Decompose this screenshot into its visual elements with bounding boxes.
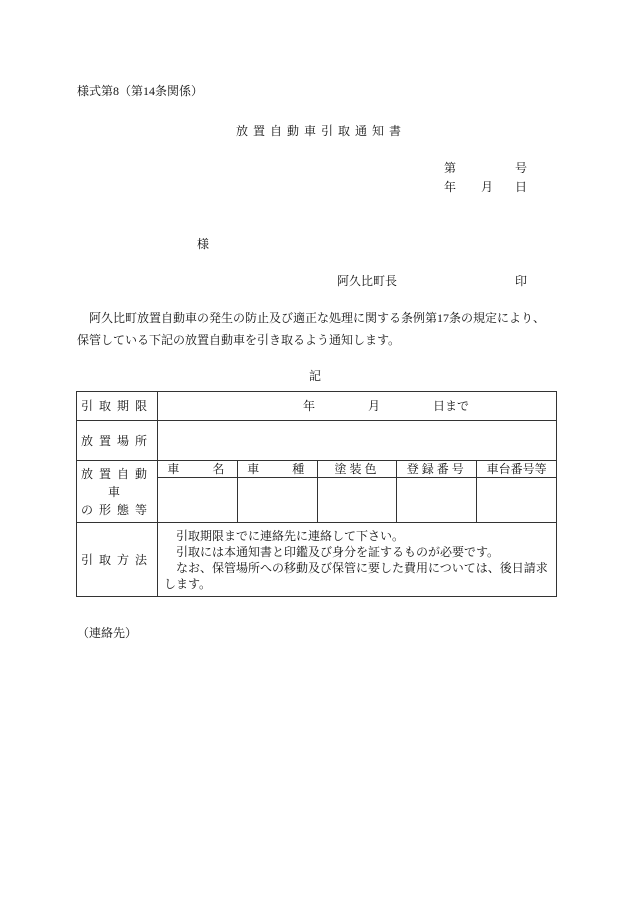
- vehicle-name-cell: [158, 478, 238, 523]
- method-line: 引取期限までに連絡先に連絡して下さい。: [176, 528, 405, 543]
- date-day: 日: [515, 180, 528, 194]
- col-registration-number: 登録番号: [397, 461, 477, 478]
- chassis-number-cell: [477, 478, 557, 523]
- location-value: [158, 421, 557, 461]
- ki-heading: 記: [309, 369, 322, 383]
- vehicle-type-cell: [237, 478, 317, 523]
- number-suffix: 号: [515, 161, 528, 175]
- method-line: 引取には本通知書と印鑑及び身分を証するものが必要です。: [176, 544, 500, 559]
- deadline-year: 年: [303, 399, 316, 413]
- form-reference: 様式第8（第14条関係）: [77, 84, 204, 98]
- col-paint-color: 塗装色: [317, 461, 397, 478]
- vehicle-label: [77, 461, 158, 523]
- date-month: 月: [481, 180, 494, 194]
- deadline-month: 月: [368, 399, 381, 413]
- number-prefix: 第: [444, 161, 457, 175]
- notice-table: [76, 391, 557, 597]
- location-label: 放置場所: [77, 421, 158, 461]
- issuer: 阿久比町長: [337, 274, 398, 288]
- contact-label: （連絡先）: [77, 626, 138, 640]
- seal-mark: 印: [515, 274, 528, 288]
- deadline-label: 引取期限: [77, 392, 158, 421]
- deadline-value: [158, 392, 557, 421]
- method-line: なお、保管場所への移動及び保管に要した費用については、後日請求します。: [164, 560, 548, 591]
- col-vehicle-name: 車 名: [158, 461, 238, 478]
- vehicle-label-line-1: 放置自動車: [80, 466, 153, 499]
- method-label: 引取方法: [77, 523, 158, 597]
- registration-number-cell: [397, 478, 477, 523]
- body-text: 阿久比町放置自動車の発生の防止及び適正な処理に関する条例第17条の規定により、保管している下記の放置自動車を引き取るよう通知します。: [77, 311, 546, 347]
- document-title: 放置自動車引取通知書: [236, 124, 407, 138]
- paint-color-cell: [317, 478, 397, 523]
- method-text: [158, 523, 557, 597]
- vehicle-label-line-2: の形態等: [80, 502, 153, 517]
- col-chassis-number: 車台番号等: [477, 461, 557, 478]
- addressee-suffix: 様: [197, 237, 210, 251]
- date-year: 年: [444, 180, 457, 194]
- col-vehicle-type: 車 種: [237, 461, 317, 478]
- deadline-day: 日まで: [433, 399, 470, 413]
